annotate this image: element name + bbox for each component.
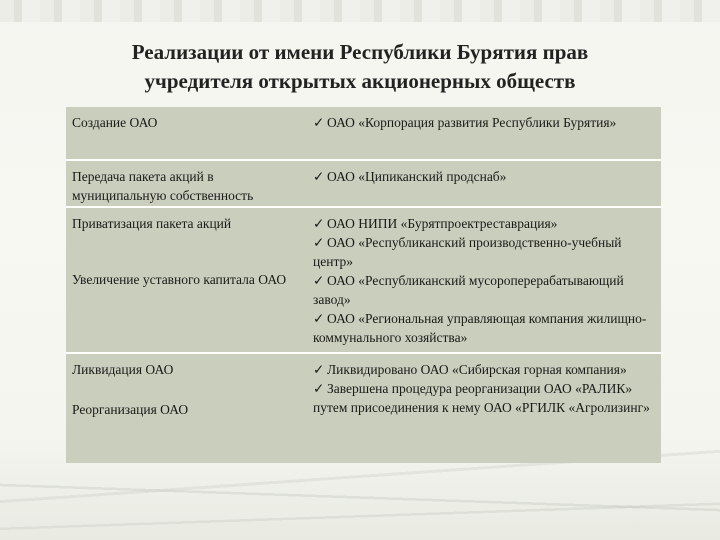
check-icon: ✓ <box>313 362 325 377</box>
company-item: ✓ ОАО НИПИ «Бурятпроектреставрация» <box>313 216 558 231</box>
check-icon: ✓ <box>313 311 325 326</box>
row-companies-cell <box>313 208 658 347</box>
company-item: ✓ ОАО «Корпорация развития Республики Бурятия» <box>313 115 617 130</box>
row-companies-cell <box>313 354 658 417</box>
check-icon: ✓ <box>313 381 325 396</box>
action-label: Передача пакета акций в муниципальную собственность <box>72 169 254 203</box>
decorative-top-strip <box>0 0 720 22</box>
row-action-cell <box>66 161 289 205</box>
row-action-cell <box>66 264 289 289</box>
action-label: Реорганизация ОАО <box>72 402 189 417</box>
company-item: ✓ Ликвидировано ОАО «Сибирская горная компания» <box>313 362 627 377</box>
table-row <box>66 161 661 206</box>
action-label: Создание ОАО <box>72 115 158 130</box>
slide-title <box>60 38 660 96</box>
company-item: ✓ ОАО «Республиканский мусороперерабатывающий завод» <box>313 273 624 307</box>
company-item: ✓ Завершена процедура реорганизации ОАО «РАЛИК» путем присоединения к нему ОАО «РГИЛК «Агролизинг» <box>313 381 650 415</box>
row-companies-cell <box>313 161 658 186</box>
company-item: ✓ ОАО «Ципиканский продснаб» <box>313 169 507 184</box>
check-icon: ✓ <box>313 216 325 231</box>
check-icon: ✓ <box>313 235 325 250</box>
check-icon: ✓ <box>313 115 325 130</box>
row-action-cell <box>66 208 289 233</box>
table-row <box>66 208 661 352</box>
row-action-cell <box>66 354 289 379</box>
row-action-cell <box>66 394 289 419</box>
title-line-2: учредителя открытых акционерных обществ <box>144 69 576 93</box>
check-icon: ✓ <box>313 273 325 288</box>
title-line-1: Реализации от имени Республики Бурятия прав <box>131 40 589 64</box>
action-label: Увеличение уставного капитала ОАО <box>72 272 287 287</box>
row-companies-cell <box>313 107 658 132</box>
row-action-cell <box>66 107 289 132</box>
action-label: Ликвидация ОАО <box>72 362 174 377</box>
action-label: Приватизация пакета акций <box>72 216 232 231</box>
check-icon: ✓ <box>313 169 325 184</box>
info-table <box>66 107 661 463</box>
company-item: ✓ ОАО «Региональная управляющая компания жилищно-коммунального хозяйства» <box>313 311 647 345</box>
table-row <box>66 354 661 463</box>
company-item: ✓ ОАО «Республиканский производственно-учебный центр» <box>313 235 622 269</box>
table-row <box>66 107 661 159</box>
